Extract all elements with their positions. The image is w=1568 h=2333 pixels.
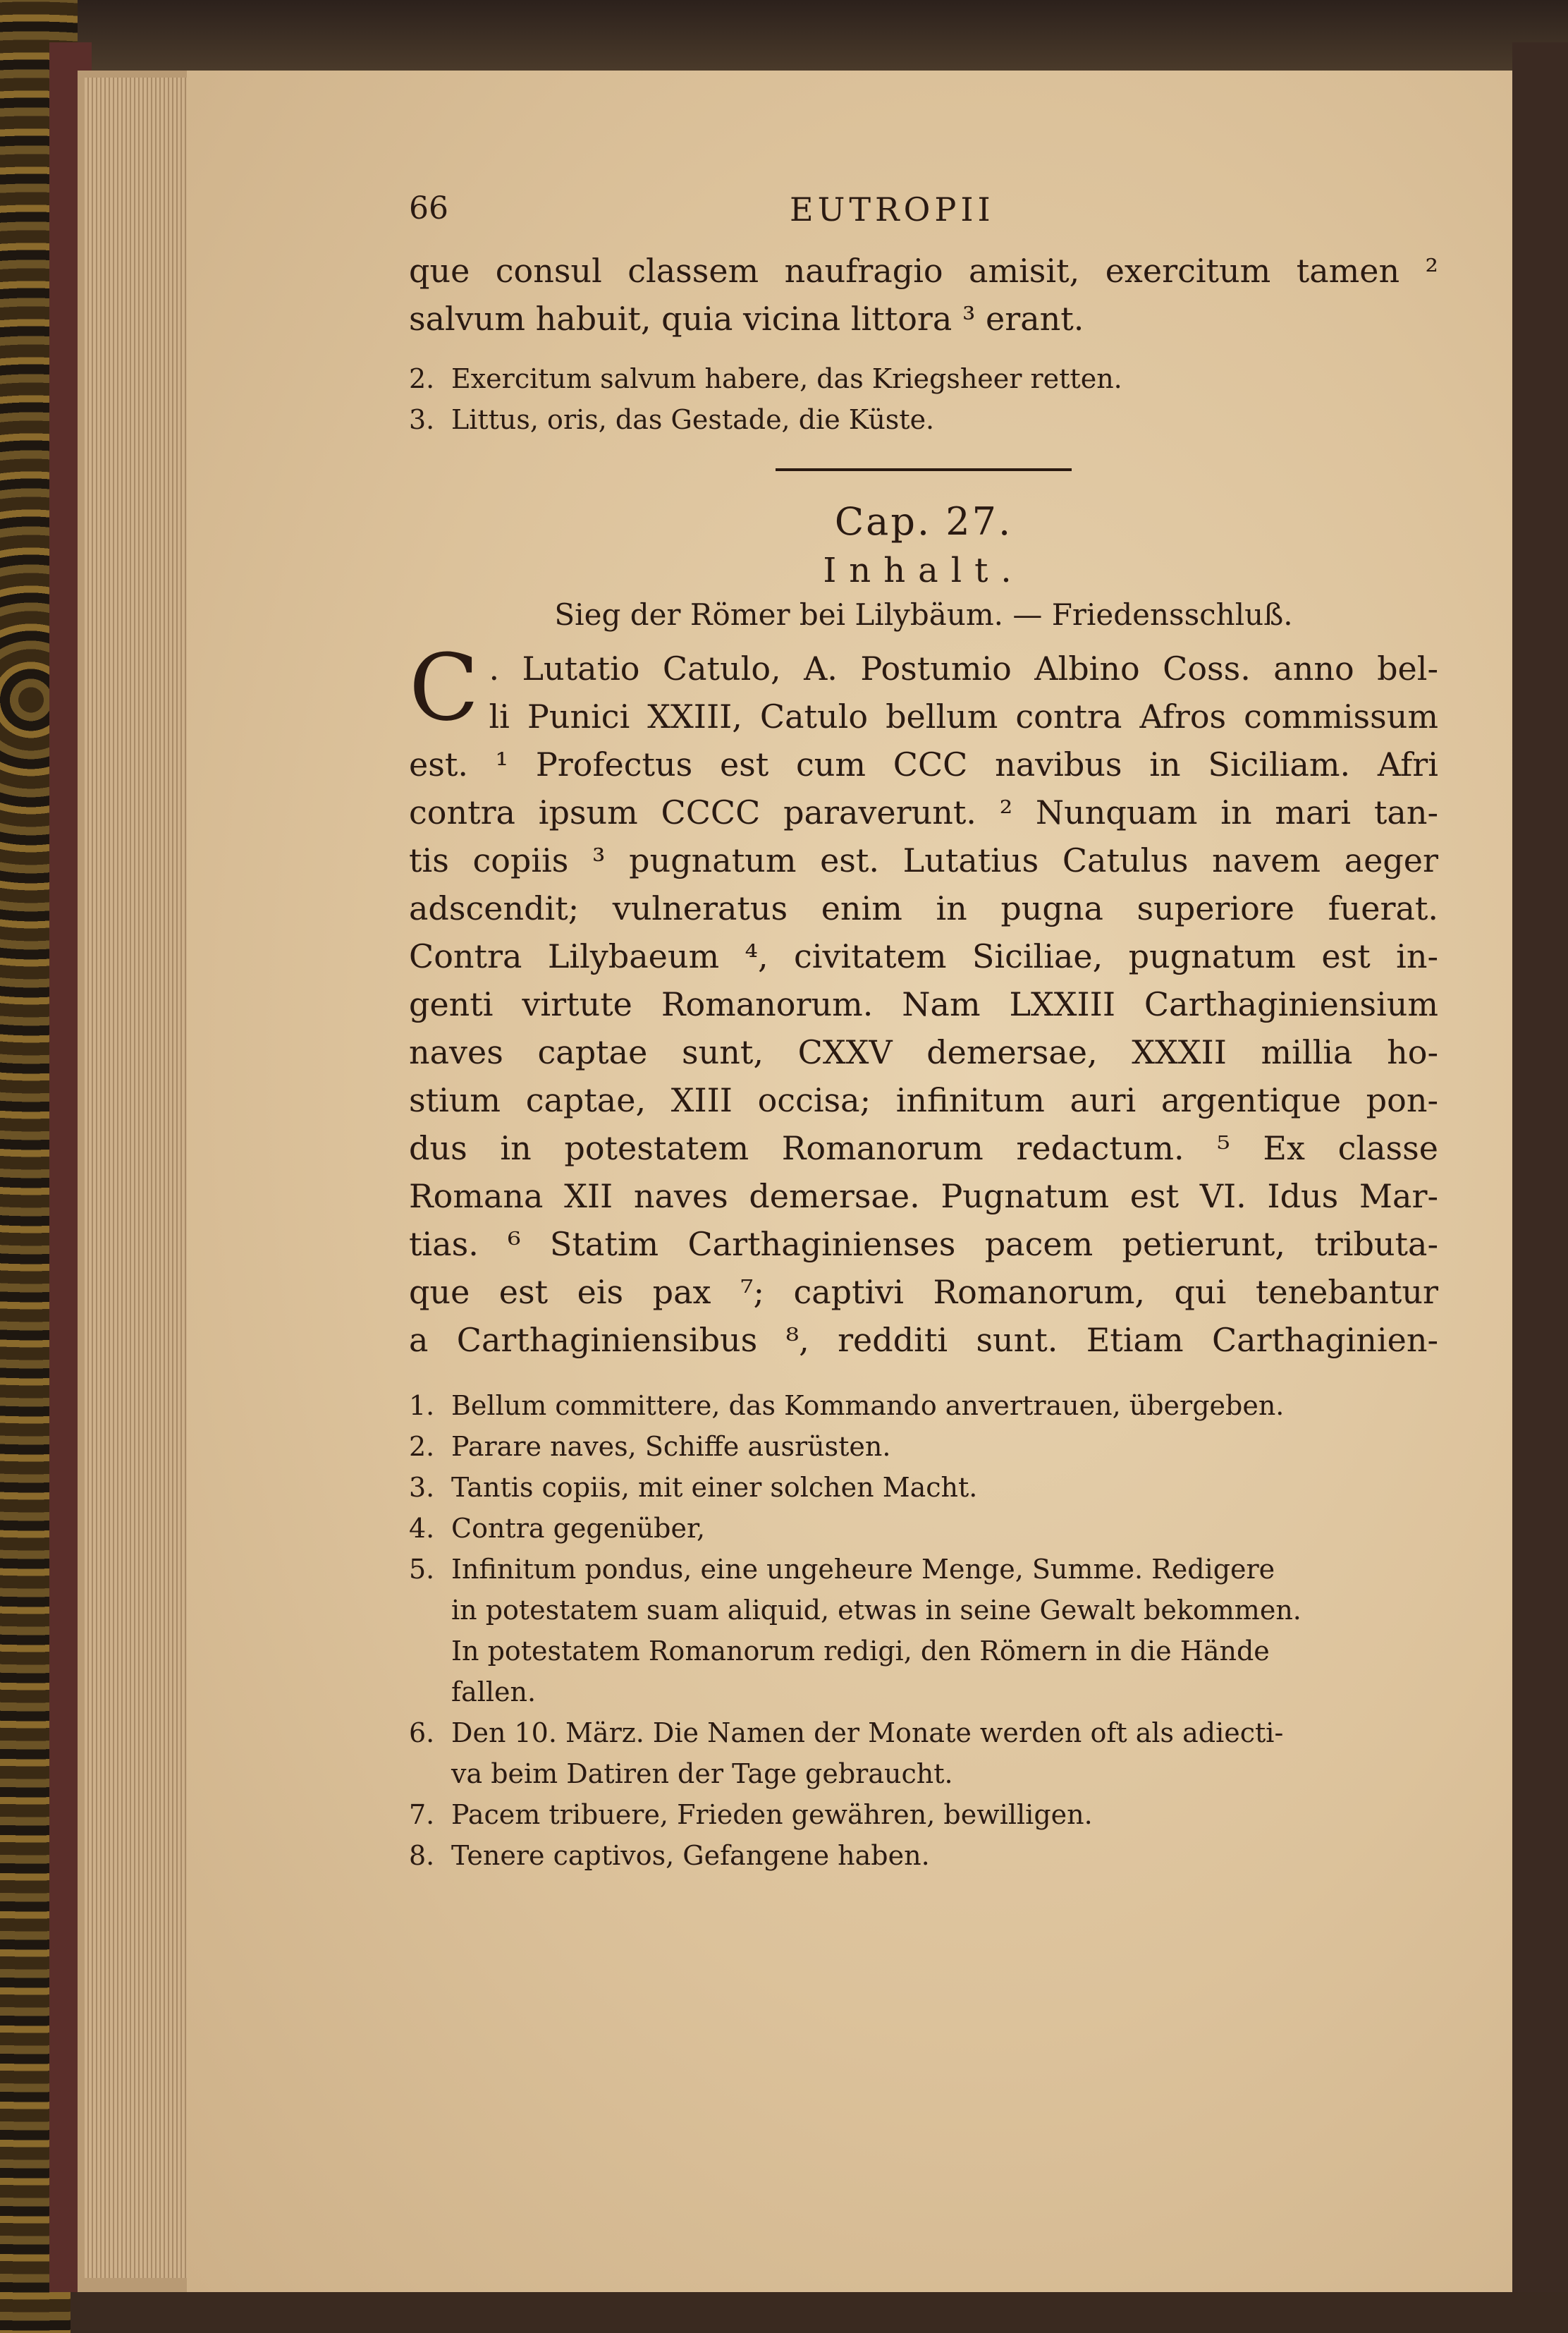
footnote — [409, 1835, 1438, 1876]
page-number: 66 — [409, 190, 448, 226]
footnote-number: 2. — [409, 363, 435, 394]
text-line: a Carthaginiensibus ⁸, redditi sunt. Etiam Carthaginien- — [409, 1321, 1438, 1359]
footnote — [409, 1467, 1438, 1508]
footnote — [409, 1508, 1438, 1549]
text-line: tis copiis ³ pugnatum est. Lutatius Catulus navem aeger — [409, 841, 1438, 879]
footnote-text: Parare naves, Schiffe ausrüsten. — [451, 1431, 891, 1462]
book-top-edge — [71, 0, 1568, 71]
footnote-number: 1. — [409, 1390, 435, 1421]
text-line: li Punici XXIII, Catulo bellum contra Afros commissum — [489, 698, 1438, 736]
chapter-body — [409, 634, 1438, 1364]
footnote — [409, 1385, 1438, 1426]
footnote-number: 5. — [409, 1554, 435, 1585]
chapter-title: Cap. 27. — [834, 499, 1013, 544]
page-stack-edges — [85, 78, 187, 2278]
footnote-text: Tenere captivos, Gefangene haben. — [451, 1840, 930, 1871]
footnote-text: Bellum committere, das Kommando anvertrauen, übergeben. — [451, 1390, 1285, 1421]
text-line: que est eis pax ⁷; captivi Romanorum, qui tenebantur — [409, 1273, 1438, 1311]
running-title: EUTROPII — [790, 190, 995, 229]
footnote-text: Tantis copiis, mit einer solchen Macht. — [451, 1472, 978, 1503]
text-line: Contra Lilybaeum ⁴, civitatem Siciliae, pugnatum est in- — [409, 937, 1438, 975]
footnote-continuation: va beim Datiren der Tage gebraucht. — [451, 1758, 953, 1789]
footnote-number: 4. — [409, 1513, 435, 1544]
inhalt-label: Inhalt. — [823, 551, 1024, 590]
text-line: tias. ⁶ Statim Carthaginienses pacem petierunt, tributa- — [409, 1225, 1438, 1263]
text-line: que consul classem naufragio amisit, exercitum tamen ² — [409, 252, 1438, 290]
footnote — [409, 1712, 1438, 1753]
footnote-text: Exercitum salvum habere, das Kriegsheer retten. — [451, 363, 1122, 394]
text-line: est. ¹ Profectus est cum CCC navibus in Siciliam. Afri — [409, 745, 1438, 784]
footnote-number: 2. — [409, 1431, 435, 1462]
text-line: contra ipsum CCCC paraverunt. ² Nunquam in mari tan- — [409, 793, 1438, 832]
page-header — [409, 190, 1438, 247]
intro-notes — [409, 358, 1438, 440]
text-line: naves captae sunt, CXXV demersae, XXXII millia ho- — [409, 1033, 1438, 1071]
text-line: Romana XII naves demersae. Pugnatum est VI. Idus Mar- — [409, 1177, 1438, 1215]
intro-text — [409, 247, 1438, 343]
footnote-continuation: in potestatem suam aliquid, etwas in seine Gewalt bekommen. — [451, 1595, 1301, 1626]
footnote-number: 3. — [409, 1472, 435, 1503]
section-divider — [776, 468, 1072, 471]
facing-page-edge — [1512, 42, 1568, 2313]
chapter-summary: Sieg der Römer bei Lilybäum. — Friedensschluß. — [554, 597, 1293, 632]
footnote-continuation: In potestatem Romanorum redigi, den Römern in die Hände — [451, 1635, 1270, 1667]
footnote-text: Den 10. März. Die Namen der Monate werden oft als adiecti- — [451, 1717, 1284, 1748]
footnote — [409, 358, 1438, 399]
text-line: dus in potestatem Romanorum redactum. ⁵ Ex classe — [409, 1129, 1438, 1167]
footnote — [409, 1794, 1438, 1835]
book-bottom-edge — [71, 2292, 1568, 2333]
text-line: . Lutatio Catulo, A. Postumio Albino Coss. anno bel- — [489, 650, 1438, 688]
footnote-number: 8. — [409, 1840, 435, 1871]
drop-cap: C — [409, 634, 479, 741]
text-line: genti virtute Romanorum. Nam LXXIII Carthaginiensium — [409, 985, 1438, 1023]
footnote-text: Contra gegenüber, — [451, 1513, 706, 1544]
text-line: salvum habuit, quia vicina littora ³ erant. — [409, 300, 1084, 338]
page-content — [409, 190, 1438, 1876]
footnote-text: Littus, oris, das Gestade, die Küste. — [451, 404, 935, 435]
footnote-number: 3. — [409, 404, 435, 435]
footnotes — [409, 1385, 1438, 1876]
footnote-number: 7. — [409, 1799, 435, 1830]
footnote — [409, 399, 1438, 440]
footnote-text: Infinitum pondus, eine ungeheure Menge, Summe. Redigere — [451, 1554, 1275, 1585]
footnote-number: 6. — [409, 1717, 435, 1748]
text-line: stium captae, XIII occisa; infinitum auri argentique pon- — [409, 1081, 1438, 1119]
footnote-continuation: fallen. — [451, 1676, 537, 1707]
footnote — [409, 1426, 1438, 1467]
footnote — [409, 1549, 1438, 1590]
footnote-text: Pacem tribuere, Frieden gewähren, bewilligen. — [451, 1799, 1093, 1830]
text-line: adscendit; vulneratus enim in pugna superiore fuerat. — [409, 889, 1438, 927]
